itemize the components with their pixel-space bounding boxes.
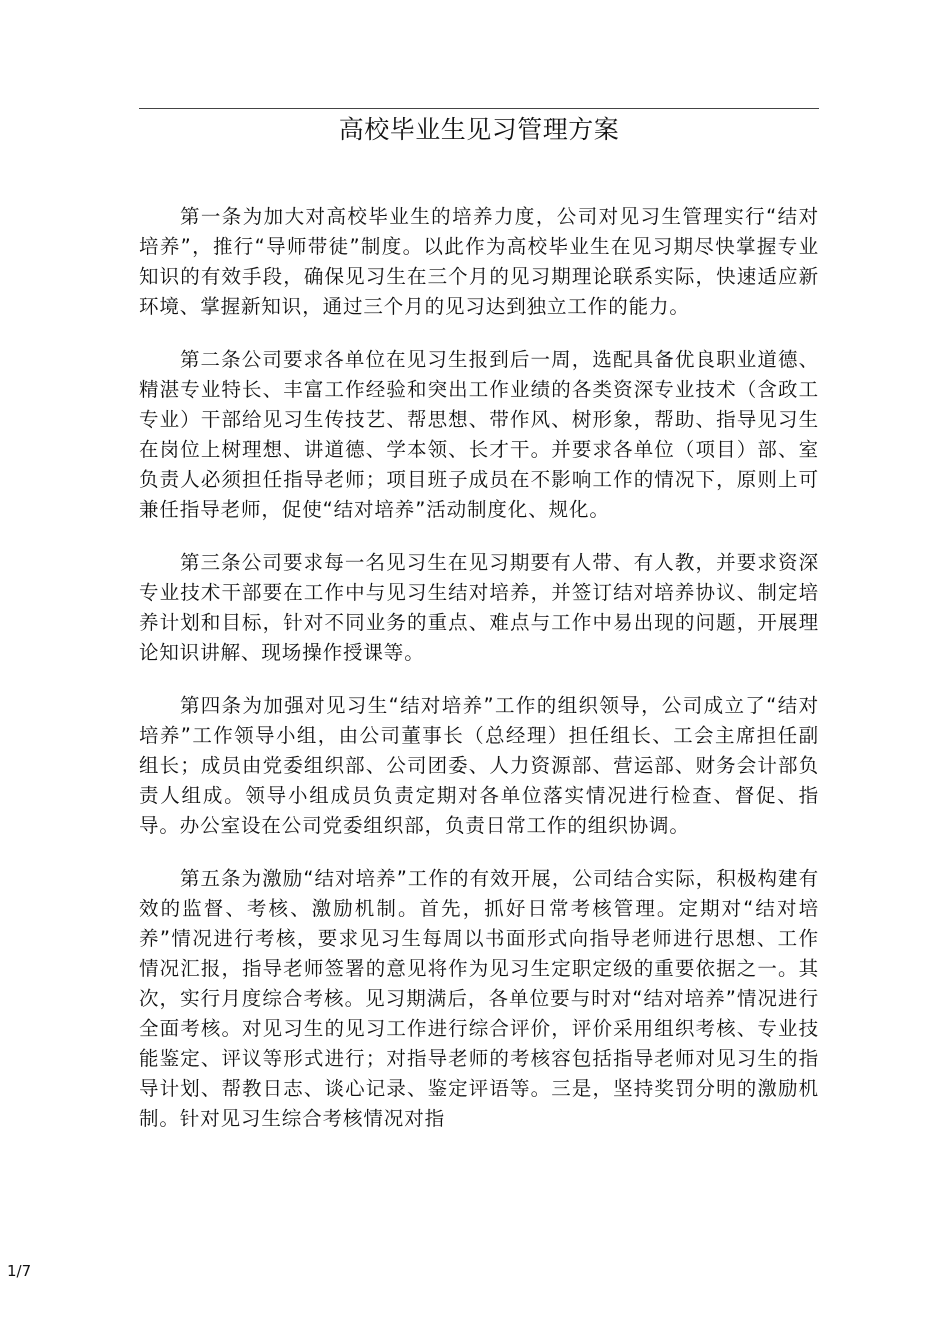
paragraph-article-4: 第四条为加强对见习生“结对培养”工作的组织领导，公司成立了“结对培养”工作领导小组，由公司董事长（总经理）担任组长、工会主席担任副组长；成员由党委组织部、公司团委、人力资源部、营运部、财务会计部负责人组成。领导小组成员负责定期对各单位落实情况进行检查、督促、指导。办公室设在公司党委组织部，负责日常工作的组织协调。 — [139, 694, 819, 837]
document-title: 高校毕业生见习管理方案 — [338, 115, 620, 144]
page-number: 1/7 — [7, 1262, 32, 1280]
paragraph-article-5: 第五条为激励“结对培养”工作的有效开展，公司结合实际，积极构建有效的监督、考核、激励机制。首先，抓好日常考核管理。定期对“结对培养”情况进行考核，要求见习生每周以书面形式向指导老师进行思想、工作情况汇报，指导老师签署的意见将作为见习生定职定级的重要依据之一。其次，实行月度综合考核。见习期满后，各单位要与时对“结对培养”情况进行全面考核。对见习生的见习工作进行综合评价，评价采用组织考核、专业技能鉴定、评议等形式进行；对指导老师的考核容包括指导老师对见习生的指导计划、帮教日志、谈心记录、鉴定评语等。三是，坚持奖罚分明的激励机制。针对见习生综合考核情况对指 — [139, 867, 819, 1130]
document-body — [139, 202, 819, 1157]
header-rule — [139, 108, 819, 109]
paragraph-article-2: 第二条公司要求各单位在见习生报到后一周，选配具备优良职业道德、精湛专业特长、丰富工作经验和突出工作业绩的各类资深专业技术（含政工专业）干部给见习生传技艺、帮思想、带作风、树形象，帮助、指导见习生在岗位上树理想、讲道德、学本领、长才干。并要求各单位（项目）部、室负责人必须担任指导老师；项目班子成员在不影响工作的情况下，原则上可兼任指导老师，促使“结对培养”活动制度化、规化。 — [139, 348, 819, 521]
paragraph-article-1: 第一条为加大对高校毕业生的培养力度，公司对见习生管理实行“结对培养”，推行“导师带徒”制度。以此作为高校毕业生在见习期尽快掌握专业知识的有效手段，确保见习生在三个月的见习期理论联系实际，快速适应新环境、掌握新知识，通过三个月的见习达到独立工作的能力。 — [139, 205, 819, 318]
paragraph-article-3: 第三条公司要求每一名见习生在见习期要有人带、有人教，并要求资深专业技术干部要在工作中与见习生结对培养，并签订结对培养协议、制定培养计划和目标，针对不同业务的重点、难点与工作中易出现的问题，开展理论知识讲解、现场操作授课等。 — [139, 551, 819, 664]
